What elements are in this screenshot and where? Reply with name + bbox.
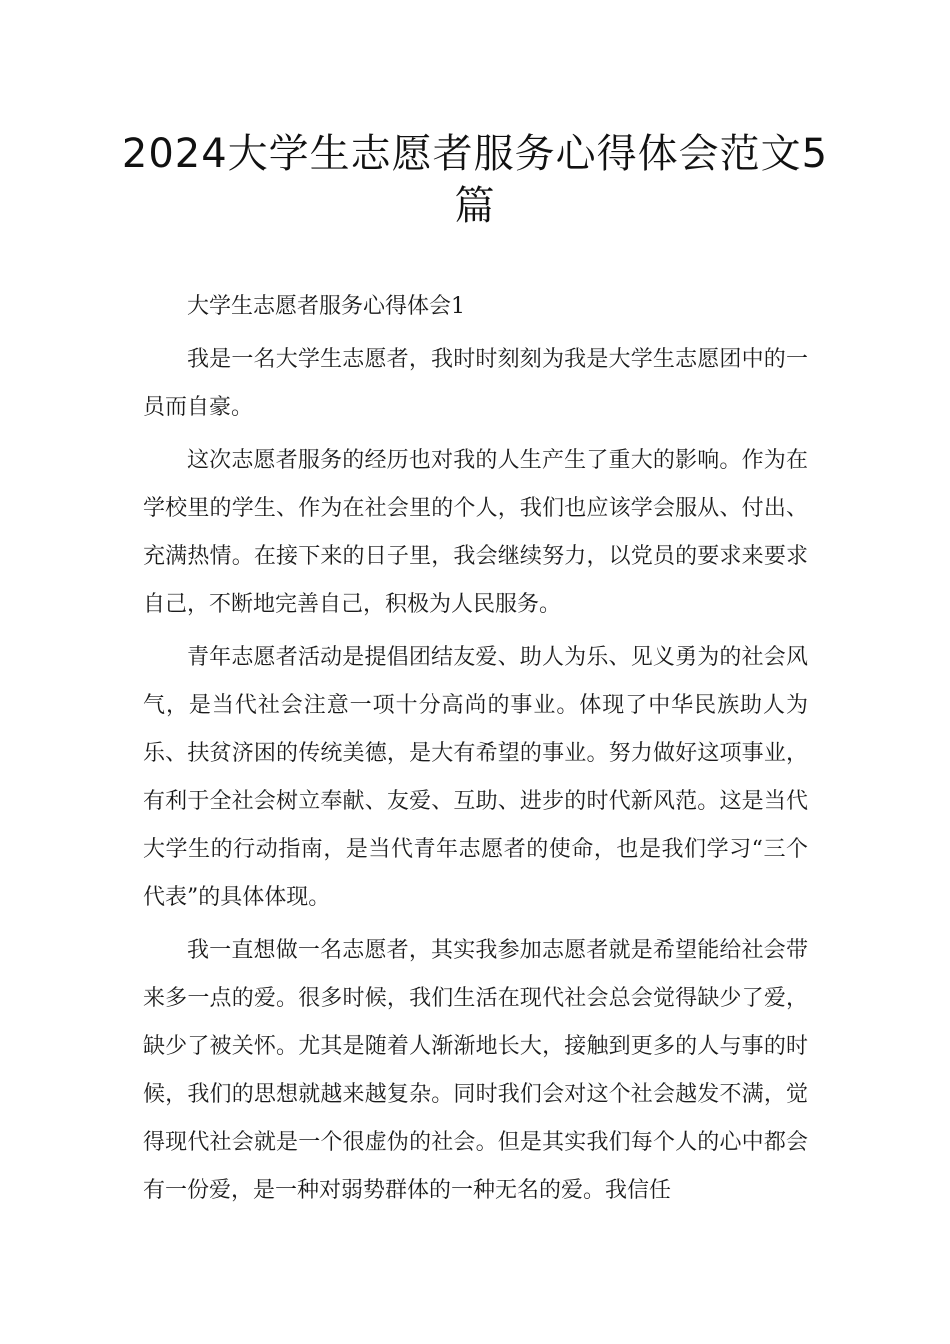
document-title: 2024大学生志愿者服务心得体会范文5篇 (121, 131, 829, 229)
paragraph: 我是一名大学生志愿者，我时时刻刻为我是大学生志愿团中的一员而自豪。 (143, 347, 808, 420)
section-heading: 大学生志愿者服务心得体会1 (187, 294, 465, 319)
paragraph: 我一直想做一名志愿者，其实我参加志愿者就是希望能给社会带来多一点的爱。很多时候，我们生活在现代社会总会觉得缺少了爱，缺少了被关怀。尤其是随着人渐渐地长大，接触到更多的人与事的时候，我们的思想就越来越复杂。同时我们会对这个社会越发不满，觉得现代社会就是一个很虚伪的社会。但是其实我们每个人的心中都会有一份爱，是一种对弱势群体的一种无名的爱。我信任 (143, 938, 808, 1203)
paragraph: 这次志愿者服务的经历也对我的人生产生了重大的影响。作为在学校里的学生、作为在社会里的个人，我们也应该学会服从、付出、充满热情。在接下来的日子里，我会继续努力，以党员的要求来要求自己，不断地完善自己，积极为人民服务。 (143, 448, 808, 617)
document-body (143, 283, 808, 1220)
paragraph: 青年志愿者活动是提倡团结友爱、助人为乐、见义勇为的社会风气，是当代社会注意一项十分高尚的事业。体现了中华民族助人为乐、扶贫济困的传统美德，是大有希望的事业。努力做好这项事业，有利于全社会树立奉献、友爱、互助、进步的时代新风范。这是当代大学生的行动指南，是当代青年志愿者的使命，也是我们学习“三个代表”的具体体现。 (143, 645, 808, 910)
